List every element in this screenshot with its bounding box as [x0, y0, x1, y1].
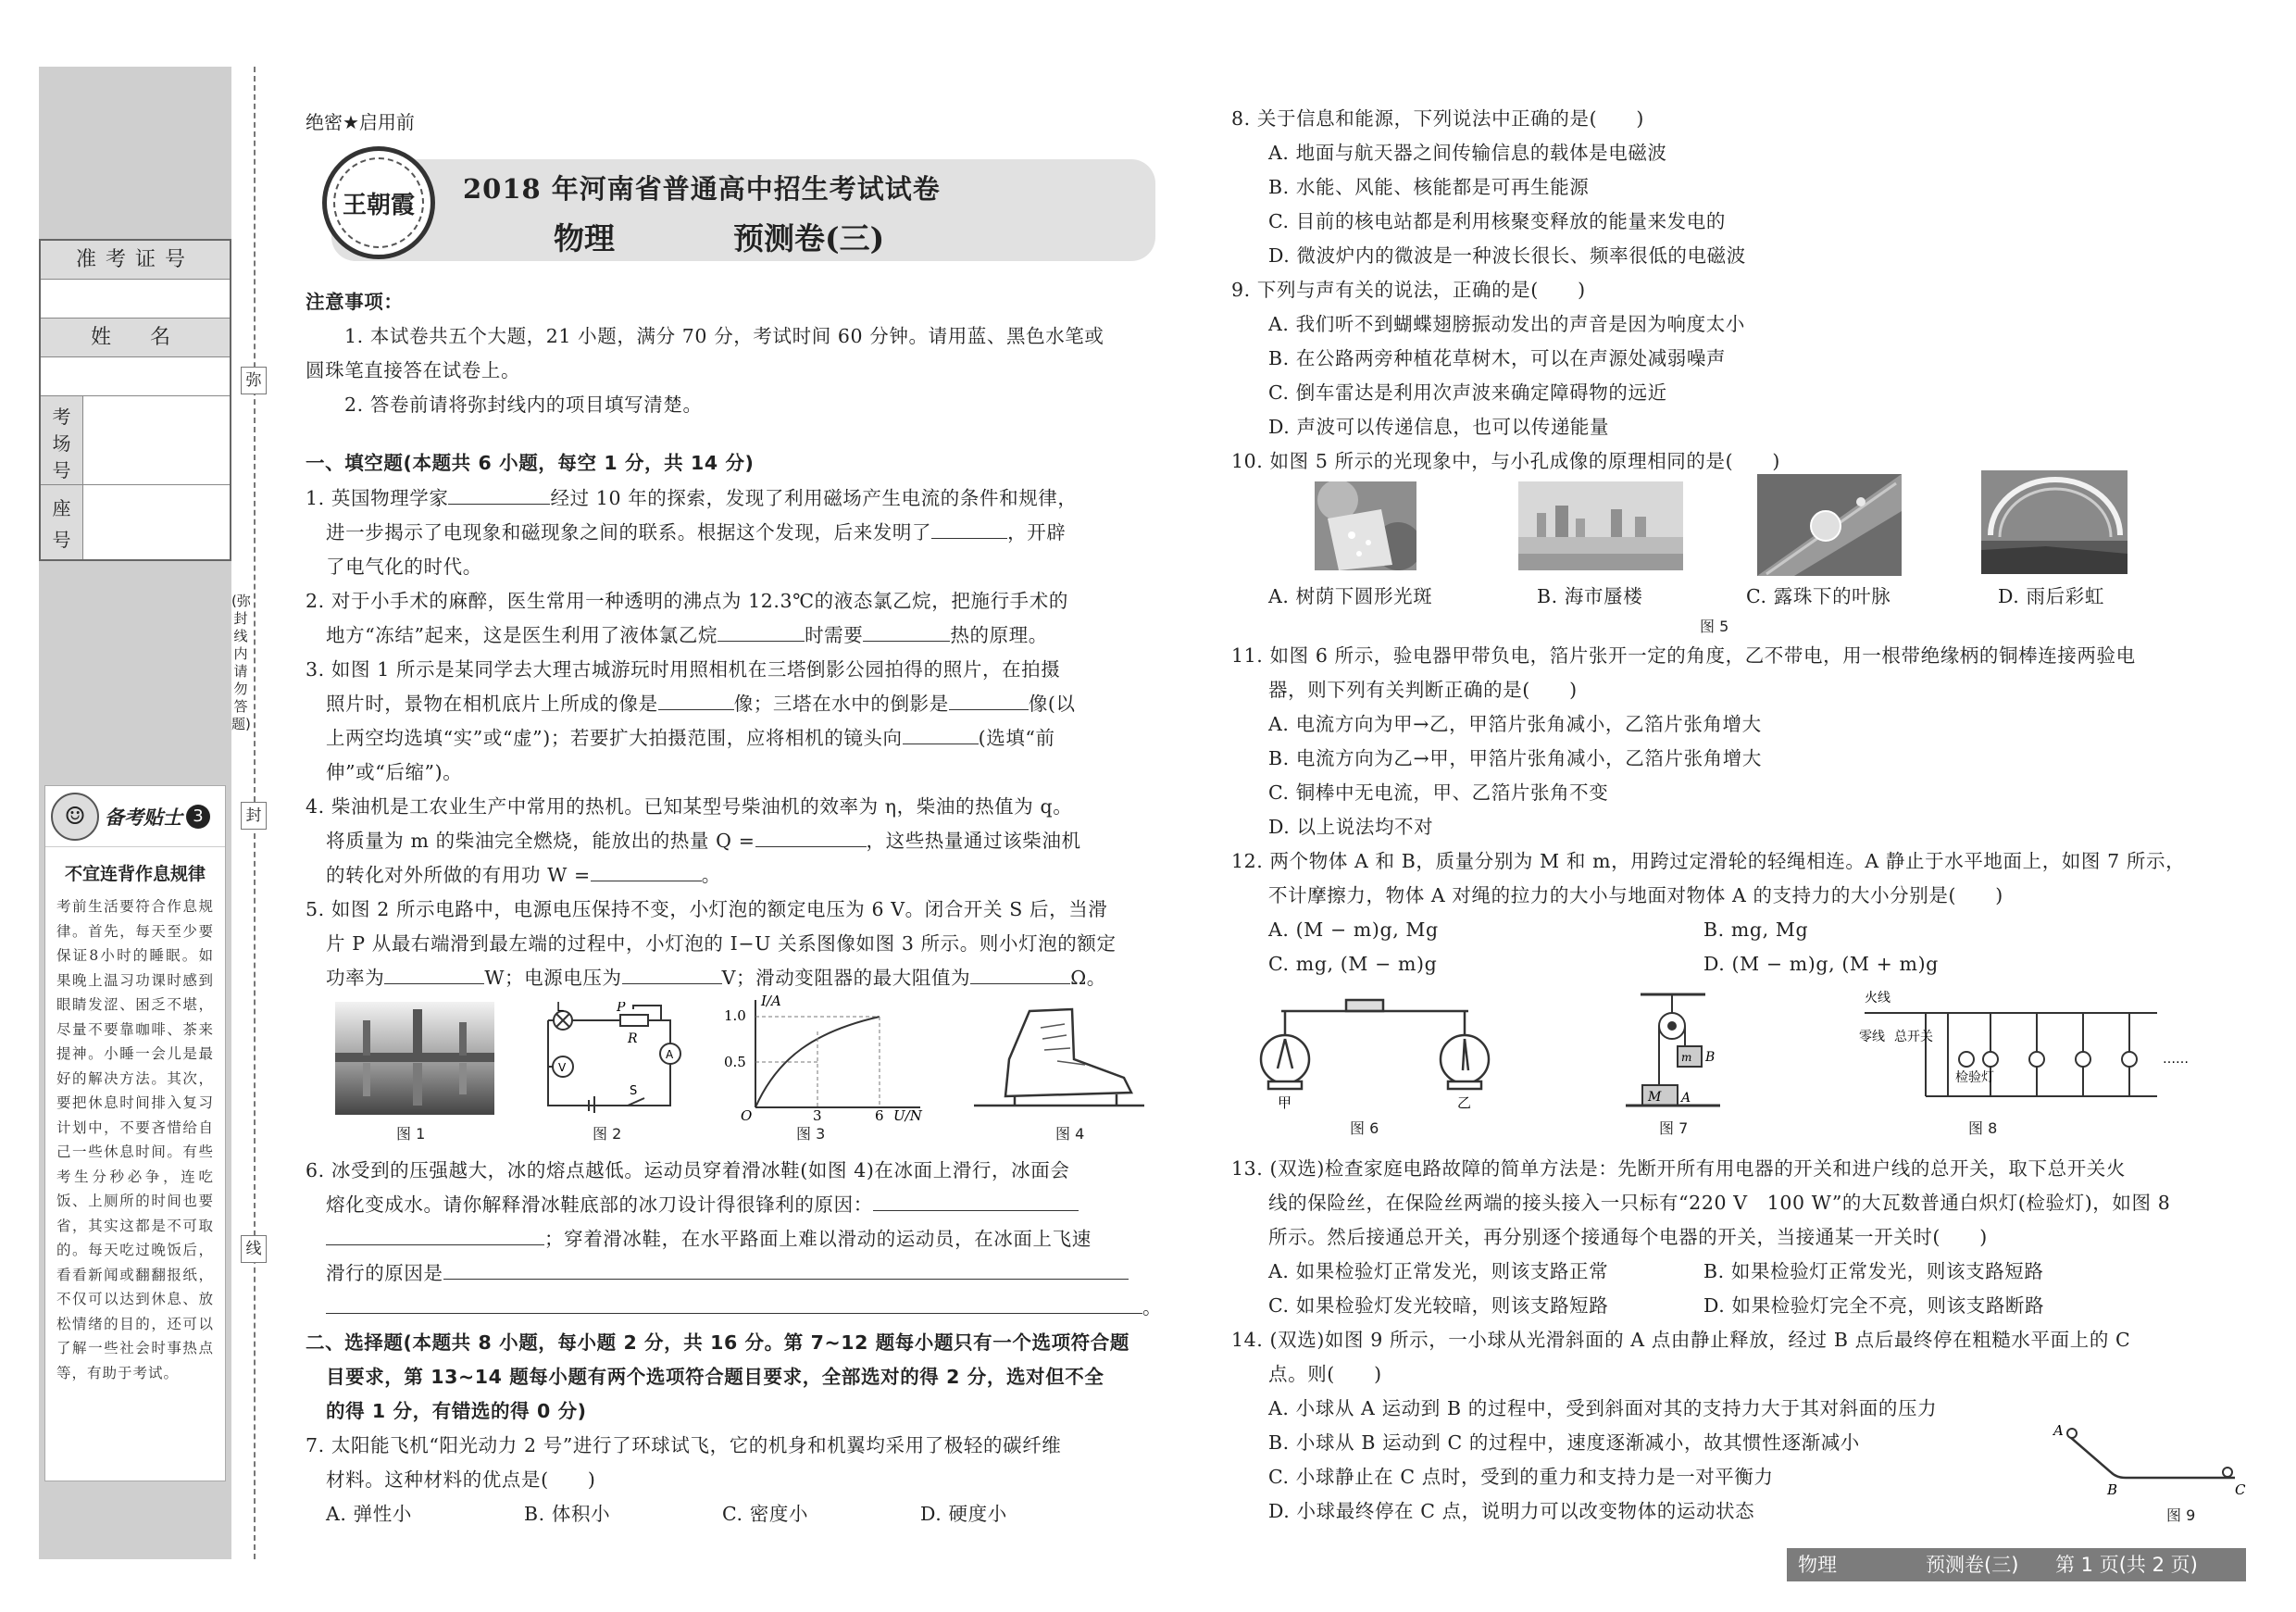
name-field[interactable] [41, 357, 230, 396]
q11-line2: 器，则下列有关判断正确的是( ) [1268, 679, 1578, 701]
note-1b: 圆珠笔直接答在试卷上。 [306, 359, 521, 381]
footer-subject: 物理 [1798, 1554, 1837, 1576]
q7-line2: 材料。这种材料的优点是( ) [326, 1468, 596, 1491]
section2-heading-3: 的得 1 分，有错选的得 0 分) [326, 1400, 587, 1422]
q10-option-a[interactable]: A. 树荫下圆形光斑 [1268, 585, 1433, 607]
q7-option-b[interactable]: B. 体积小 [524, 1503, 611, 1525]
q13-option-d[interactable]: D. 如果检验灯完全不亮，则该支路断路 [1703, 1294, 2045, 1317]
fig9-label-B: B [2107, 1481, 2118, 1498]
subject-name: 物理 [554, 220, 615, 256]
fig3-tick-y1: 1.0 [724, 1007, 746, 1024]
fig1-caption: 图 1 [396, 1125, 426, 1143]
fig6-label-jia: 甲 [1278, 1094, 1292, 1111]
fig9-incline [2046, 1424, 2250, 1498]
fig2-label-L: L [556, 1002, 564, 1015]
q9-stem: 9. 下列与声有关的说法，正确的是( ) [1231, 279, 1586, 301]
exam-tips-box [44, 785, 226, 1481]
tips-body: 考前生活要符合作息规律。首先，每天至少要保证8小时的睡眠。如果晚上温习功课时感到眼睛发涩、困乏不堪，尽量不要靠咖啡、茶来提神。小睡一会儿是最好的解决方法。其次，要把休息时间排入复习计划中，不要吝惜给自己一些休息时间。有些考生分秒必争，连吃饭、上厕所的时间也要省，其实这都是不可取的。每天吃过晚饭后，看看新闻或翻翻报纸，不仅可以达到休息、放松情绪的目的，还可以了解一些社会时事热点等，有助于考试。 [56, 898, 214, 1381]
fig5-photo-c [1757, 474, 1902, 576]
page-footer [1787, 1548, 2246, 1581]
seal-note: (弥封线内请勿答题) [231, 593, 251, 732]
q10-stem: 10. 如图 5 所示的光现象中，与小孔成像的原理相同的是( ) [1231, 450, 1780, 472]
q5-line3: 功率为 W；电源电压为 V；滑动变阻器的最大阻值为 Ω。 [326, 961, 1106, 995]
q1-line2: 进一步揭示了电现象和磁现象之间的联系。根据这个发现，后来发明了 ，开辟 [326, 516, 1066, 550]
fig2-label-V: V [558, 1061, 567, 1074]
q10-option-c[interactable]: C. 露珠下的叶脉 [1746, 585, 1891, 607]
volume-name: 预测卷(三) [733, 220, 885, 256]
q11-option-c[interactable]: C. 铜棒中无电流，甲、乙箔片张角不变 [1268, 781, 1609, 804]
notes-heading: 注意事项： [306, 291, 404, 313]
fig7-label-m: m [1681, 1051, 1692, 1064]
q3-blank-3[interactable] [903, 722, 979, 744]
q5-blank-1[interactable] [384, 962, 484, 984]
q6-blank-1[interactable] [873, 1189, 1079, 1211]
fig7-caption: 图 7 [1659, 1119, 1689, 1137]
fig3-xlabel: U/N [893, 1107, 922, 1122]
q14-option-a[interactable]: A. 小球从 A 运动到 B 的过程中，受到斜面对其的支持力大于其对斜面的压力 [1268, 1397, 1938, 1419]
q3-blank-2[interactable] [949, 688, 1029, 710]
section1-heading: 一、填空题(本题共 6 小题，每空 1 分，共 14 分) [306, 452, 755, 474]
fig8-label-live: 火线 [1865, 991, 1890, 1006]
q8-option-a[interactable]: A. 地面与航天器之间传输信息的载体是电磁波 [1268, 142, 1667, 164]
q7-option-d[interactable]: D. 硬度小 [920, 1503, 1007, 1525]
q13-line2: 线的保险丝，在保险丝两端的接头接入一只标有“220 V 100 W”的大瓦数普通白炽灯(检验灯)，如图 8 [1268, 1192, 2171, 1214]
fig5-photo-d [1981, 470, 2128, 574]
q4-line1: 4. 柴油机是工农业生产中常用的热机。已知某型号柴油机的效率为 η，柴油的热值为 q。 [306, 795, 1073, 818]
seal-char-feng: 封 [241, 802, 267, 830]
q6-line2: 熔化变成水。请你解释滑冰鞋底部的冰刀设计得很锋利的原因： [326, 1188, 1079, 1222]
fig3-tick-x6: 6 [875, 1107, 884, 1122]
q6-line3: ；穿着滑冰鞋，在水平路面上难以滑动的运动员，在冰面上飞速 [326, 1222, 1092, 1256]
fig3-tick-x3: 3 [813, 1107, 822, 1122]
q14-line1: 14. (双选)如图 9 所示，一小球从光滑斜面的 A 点由静止释放，经过 B 点后最终停在粗糙水平面上的 C [1231, 1329, 2131, 1351]
room-field[interactable] [83, 396, 230, 484]
tips-header [45, 786, 225, 847]
q9-option-a[interactable]: A. 我们听不到蝴蝶翅膀振动发出的声音是因为响度太小 [1268, 313, 1745, 335]
q4-blank-1[interactable] [755, 825, 867, 847]
q13-line3: 所示。然后接通总开关，再分别逐个接通每个电器的开关，当接通某一开关时( ) [1268, 1226, 1988, 1248]
fig8-label-main-switch: 总开关 [1894, 1030, 1933, 1044]
q12-option-a[interactable]: A. (M − m)g, Mg [1268, 918, 1439, 941]
q4-line3: 的转化对外所做的有用功 W = 。 [326, 858, 721, 893]
mascot-icon: ☺ [51, 793, 99, 841]
fig8-household-circuit [1852, 985, 2222, 1115]
candidate-info-table [39, 239, 231, 561]
seat-label: 座 号 [41, 485, 83, 559]
q13-line1: 13. (双选)检查家庭电路故障的简单方法是：先断开所有用电器的开关和进户线的总开关，取下总开关火 [1231, 1157, 2127, 1180]
q6-line4: 滑行的原因是 [326, 1256, 1129, 1291]
q2-line1: 2. 对于小手术的麻醉，医生常用一种透明的沸点为 12.3℃的液态氯乙烷，把施行手术的 [306, 590, 1068, 612]
q2-line2: 地方“冻结”起来，这是医生利用了液体氯乙烷 时需要 热的原理。 [326, 619, 1048, 653]
q11-option-a[interactable]: A. 电流方向为甲→乙，甲箔片张角减小，乙箔片张角增大 [1268, 713, 1762, 735]
q3-blank-1[interactable] [658, 688, 734, 710]
fig3-ylabel: I/A [761, 993, 781, 1009]
q10-option-d[interactable]: D. 雨后彩虹 [1998, 585, 2104, 607]
q13-option-b[interactable]: B. 如果检验灯正常发光，则该支路短路 [1703, 1260, 2044, 1282]
seal-char-mi: 弥 [241, 367, 267, 394]
q13-option-a[interactable]: A. 如果检验灯正常发光，则该支路正常 [1268, 1260, 1609, 1282]
fig3-iu-graph [722, 993, 926, 1122]
fig4-caption: 图 4 [1055, 1125, 1085, 1143]
fig5-photo-b [1518, 481, 1683, 570]
fig7-label-A: A [1681, 1091, 1691, 1106]
q4-blank-2[interactable] [591, 859, 702, 881]
q5-blank-3[interactable] [970, 962, 1070, 984]
fig8-label-test-lamp: 检验灯 [1955, 1070, 1994, 1085]
fig2-caption: 图 2 [593, 1125, 622, 1143]
fig6-label-yi: 乙 [1457, 1094, 1472, 1111]
fig2-label-A: A [666, 1048, 674, 1061]
confidential-mark: 绝密★启用前 [306, 111, 415, 133]
footer-page: 第 1 页(共 2 页) [2055, 1554, 2198, 1576]
fig2-circuit [531, 1002, 683, 1113]
fig2-label-R: R [628, 1031, 638, 1046]
fig8-label-dots: …… [2163, 1052, 2189, 1067]
q3-line4: 伸”或“后缩”)。 [326, 761, 463, 783]
footer-volume: 预测卷(三) [1926, 1554, 2019, 1576]
q3-line2: 照片时，景物在相机底片上所成的像是 像；三塔在水中的倒影是 像(以 [326, 687, 1076, 721]
q9-option-b[interactable]: B. 在公路两旁种植花草树木，可以在声源处减弱噪声 [1268, 347, 1727, 369]
name-label: 姓 名 [41, 319, 230, 357]
publisher-logo [322, 146, 435, 259]
q14-option-b[interactable]: B. 小球从 B 运动到 C 的过程中，速度逐渐减小，故其惯性逐渐减小 [1268, 1431, 1860, 1454]
room-label: 考 场 号 [41, 396, 83, 484]
q6-blank-4[interactable] [326, 1292, 1142, 1314]
q6-line5: 。 [326, 1291, 1162, 1325]
fig6-caption: 图 6 [1350, 1119, 1379, 1137]
fig4-skate [968, 1004, 1154, 1115]
logo-text: 王朝霞 [342, 191, 415, 219]
q14-option-d[interactable]: D. 小球最终停在 C 点，说明力可以改变物体的运动状态 [1268, 1500, 1755, 1522]
q3-line3: 上两空均选填“实”或“虚”)；若要扩大拍摄范围，应将相机的镜头向 (选填“前 [326, 721, 1055, 756]
q8-option-c[interactable]: C. 目前的核电站都是利用核聚变释放的能量来发电的 [1268, 210, 1726, 232]
seal-char-xian: 线 [241, 1235, 267, 1263]
q1-blank-2[interactable] [931, 517, 1007, 539]
q12-option-c[interactable]: C. mg, (M − m)g [1268, 953, 1438, 975]
q9-option-c[interactable]: C. 倒车雷达是利用次声波来确定障碍物的远近 [1268, 381, 1667, 404]
q7-option-c[interactable]: C. 密度小 [722, 1503, 809, 1525]
q6-line1: 6. 冰受到的压强越大，冰的熔点越低。运动员穿着滑冰鞋(如图 4)在冰面上滑行，冰面会 [306, 1159, 1070, 1181]
q11-option-d[interactable]: D. 以上说法均不对 [1268, 816, 1434, 838]
q5-line2: 片 P 从最右端滑到最左端的过程中，小灯泡的 I−U 关系图像如图 3 所示。则小灯泡的额定 [326, 932, 1117, 955]
q7-line1: 7. 太阳能飞机“阳光动力 2 号”进行了环球试飞，它的机身和机翼均采用了极轻的碳纤维 [306, 1434, 1062, 1456]
q6-blank-2[interactable] [326, 1223, 544, 1245]
exam-id-field[interactable] [41, 280, 230, 319]
exam-title: 2018 年河南省普通高中招生考试试卷 [463, 173, 941, 205]
tips-title: 不宜连背作息规律 [64, 864, 206, 884]
section2-heading-1: 二、选择题(本题共 8 小题，每小题 2 分，共 16 分。第 7~12 题每小题只有一个选项符合题 [306, 1331, 1129, 1354]
fig2-label-P: P [617, 1002, 626, 1015]
q3-line1: 3. 如图 1 所示是某同学去大理古城游玩时用照相机在三塔倒影公园拍得的照片，在拍摄 [306, 658, 1061, 681]
q7-option-a[interactable]: A. 弹性小 [326, 1503, 412, 1525]
tips-tag: 备考贴士 [105, 806, 182, 829]
fig9-label-A: A [2053, 1424, 2064, 1439]
fig8-label-neutral: 零线 [1859, 1030, 1885, 1044]
fig7-pulley [1622, 989, 1724, 1118]
tips-number: 3 [186, 805, 210, 829]
seat-field[interactable] [83, 485, 230, 559]
q2-blank-2[interactable] [863, 619, 950, 642]
q8-option-b[interactable]: B. 水能、风能、核能都是可再生能源 [1268, 176, 1590, 198]
fig5-photo-a [1315, 481, 1416, 570]
note-2: 2. 答卷前请将弥封线内的项目填写清楚。 [344, 394, 703, 416]
fig2-label-S: S [630, 1084, 638, 1098]
fig6-electroscopes [1250, 991, 1500, 1111]
q4-line2: 将质量为 m 的柴油完全燃烧，能放出的热量 Q = ，这些热量通过该柴油机 [326, 824, 1081, 858]
q12-line2: 不计摩擦力，物体 A 对绳的拉力的大小与地面对物体 A 的支持力的大小分别是( ) [1268, 884, 2003, 906]
q11-option-b[interactable]: B. 电流方向为乙→甲，甲箔片张角减小，乙箔片张角增大 [1268, 747, 1762, 769]
fig3-caption: 图 3 [796, 1125, 826, 1143]
q6-blank-3[interactable] [443, 1257, 1129, 1280]
fig8-caption: 图 8 [1968, 1119, 1998, 1137]
exam-id-label: 准考证号 [41, 241, 230, 280]
q12-line1: 12. 两个物体 A 和 B，质量分别为 M 和 m，用跨过定滑轮的轻绳相连。A 静止于水平地面上，如图 7 所示， [1231, 850, 2186, 872]
note-1: 1. 本试卷共五个大题，21 小题，满分 70 分，考试时间 60 分钟。请用蓝、黑色水笔或 [344, 325, 1104, 347]
q14-line2: 点。则( ) [1268, 1363, 1382, 1385]
q5-blank-2[interactable] [622, 962, 722, 984]
q5-line1: 5. 如图 2 所示电路中，电源电压保持不变，小灯泡的额定电压为 6 V。闭合开关 S 后，当滑 [306, 898, 1108, 920]
fig9-label-C: C [2235, 1481, 2246, 1498]
q11-line1: 11. 如图 6 所示，验电器甲带负电，箔片张开一定的角度，乙不带电，用一根带绝缘柄的铜棒连接两验电 [1231, 644, 2136, 667]
q12-option-b[interactable]: B. mg, Mg [1703, 918, 1809, 941]
q8-stem: 8. 关于信息和能源，下列说法中正确的是( ) [1231, 107, 1644, 130]
section2-heading-2: 目要求，第 13~14 题每小题有两个选项符合题目要求，全部选对的得 2 分，选对但不全 [326, 1366, 1104, 1388]
q14-option-c[interactable]: C. 小球静止在 C 点时，受到的重力和支持力是一对平衡力 [1268, 1466, 1774, 1488]
fig7-label-M: M [1648, 1090, 1662, 1105]
fig7-label-B: B [1705, 1050, 1716, 1065]
fig1-photo [335, 1002, 494, 1115]
q12-option-d[interactable]: D. (M − m)g, (M + m)g [1703, 953, 1939, 975]
q2-blank-1[interactable] [718, 619, 805, 642]
q13-option-c[interactable]: C. 如果检验灯发光较暗，则该支路短路 [1268, 1294, 1609, 1317]
q8-option-d[interactable]: D. 微波炉内的微波是一种波长很长、频率很低的电磁波 [1268, 244, 1746, 267]
fig3-origin: O [741, 1107, 753, 1122]
fig9-caption: 图 9 [2166, 1506, 2196, 1524]
q10-option-b[interactable]: B. 海市蜃楼 [1537, 585, 1643, 607]
q1-blank-1[interactable] [448, 482, 550, 505]
q9-option-d[interactable]: D. 声波可以传递信息，也可以传递能量 [1268, 416, 1610, 438]
fig5-caption: 图 5 [1700, 618, 1729, 635]
q1-line3: 了电气化的时代。 [326, 556, 482, 578]
q1-line1: 1. 英国物理学家 经过 10 年的探索，发现了利用磁场产生电流的条件和规律， [306, 481, 1078, 516]
fig3-tick-y05: 0.5 [724, 1054, 746, 1070]
